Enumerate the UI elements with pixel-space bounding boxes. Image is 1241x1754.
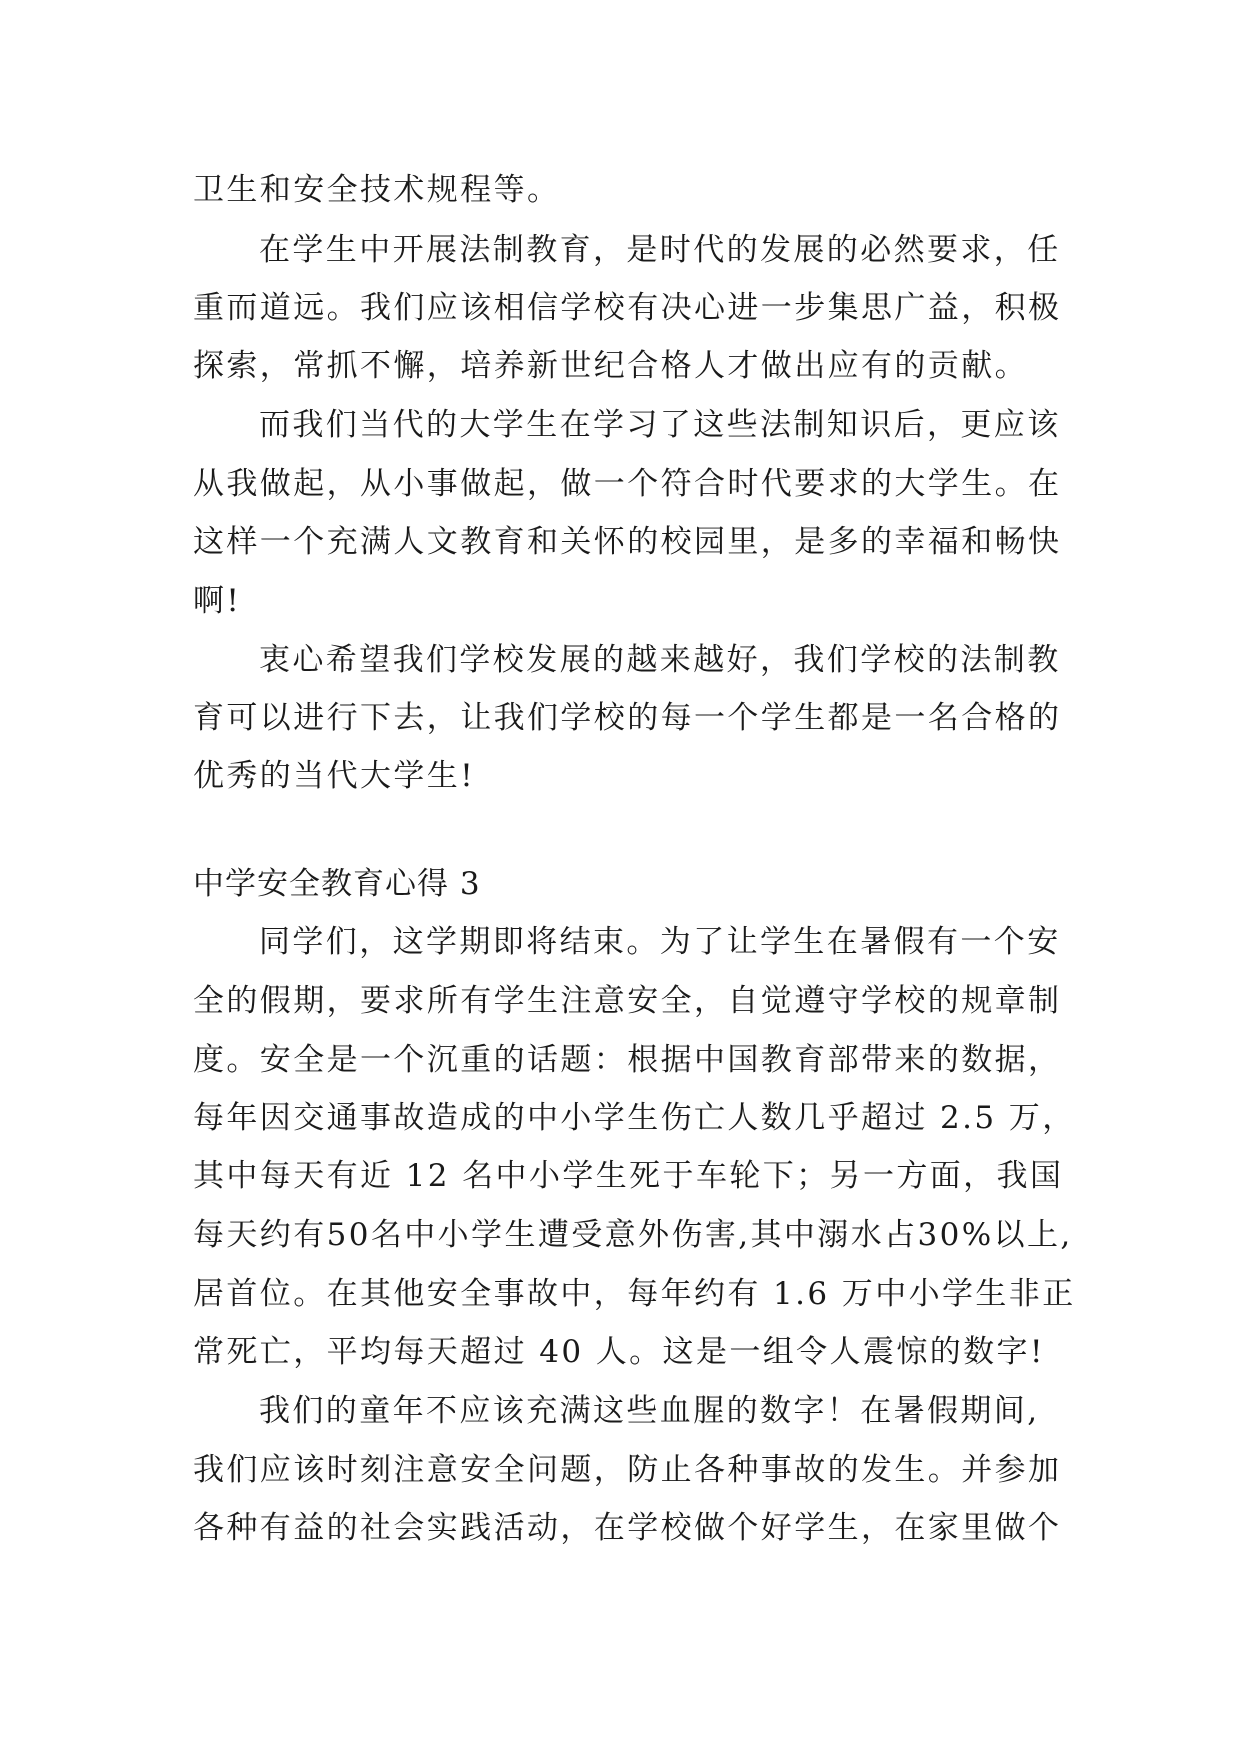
text-line: 全的假期，要求所有学生注意安全，自觉遵守学校的规章制 [193, 983, 1062, 1019]
text-line: 探索，常抓不懈，培养新世纪合格人才做出应有的贡献。 [193, 348, 1028, 384]
paragraph-start: 同学们，这学期即将结束。为了让学生在暑假有一个安 [259, 924, 1061, 960]
text-line: 我们应该时刻注意安全问题，防止各种事故的发生。并参加 [193, 1452, 1062, 1488]
text-line: 从我做起，从小事做起，做一个符合时代要求的大学生。在 [193, 466, 1062, 502]
text-line: 每天约有50名中小学生遭受意外伤害,其中溺水占30%以上, [193, 1217, 1073, 1253]
section-title: 中学安全教育心得 3 [193, 866, 481, 902]
text-line: 优秀的当代大学生! [193, 758, 476, 794]
paragraph-start: 而我们当代的大学生在学习了这些法制知识后，更应该 [259, 407, 1061, 443]
text-line: 各种有益的社会实践活动，在学校做个好学生，在家里做个 [193, 1510, 1062, 1546]
paragraph-start: 在学生中开展法制教育，是时代的发展的必然要求，任 [259, 232, 1061, 268]
text-line: 居首位。在其他安全事故中，每年约有 1.6 万中小学生非正 [193, 1276, 1076, 1312]
paragraph-start: 我们的童年不应该充满这些血腥的数字！在暑假期间, [259, 1393, 1040, 1429]
text-line: 每年因交通事故造成的中小学生伤亡人数几乎超过 2.5 万， [193, 1100, 1076, 1136]
text-line: 这样一个充满人文教育和关怀的校园里，是多的幸福和畅快 [193, 524, 1062, 560]
text-line: 常死亡，平均每天超过 40 人。这是一组令人震惊的数字! [193, 1334, 1045, 1370]
text-line: 其中每天有近 12 名中小学生死于车轮下；另一方面，我国 [193, 1158, 1064, 1194]
text-line: 啊! [193, 583, 242, 619]
text-line: 育可以进行下去，让我们学校的每一个学生都是一名合格的 [193, 700, 1062, 736]
text-line: 度。安全是一个沉重的话题：根据中国教育部带来的数据， [193, 1042, 1062, 1078]
text-line: 重而道远。我们应该相信学校有决心进一步集思广益，积极 [193, 290, 1062, 326]
text-line: 卫生和安全技术规程等。 [193, 172, 561, 208]
paragraph-start: 衷心希望我们学校发展的越来越好，我们学校的法制教 [259, 642, 1061, 678]
